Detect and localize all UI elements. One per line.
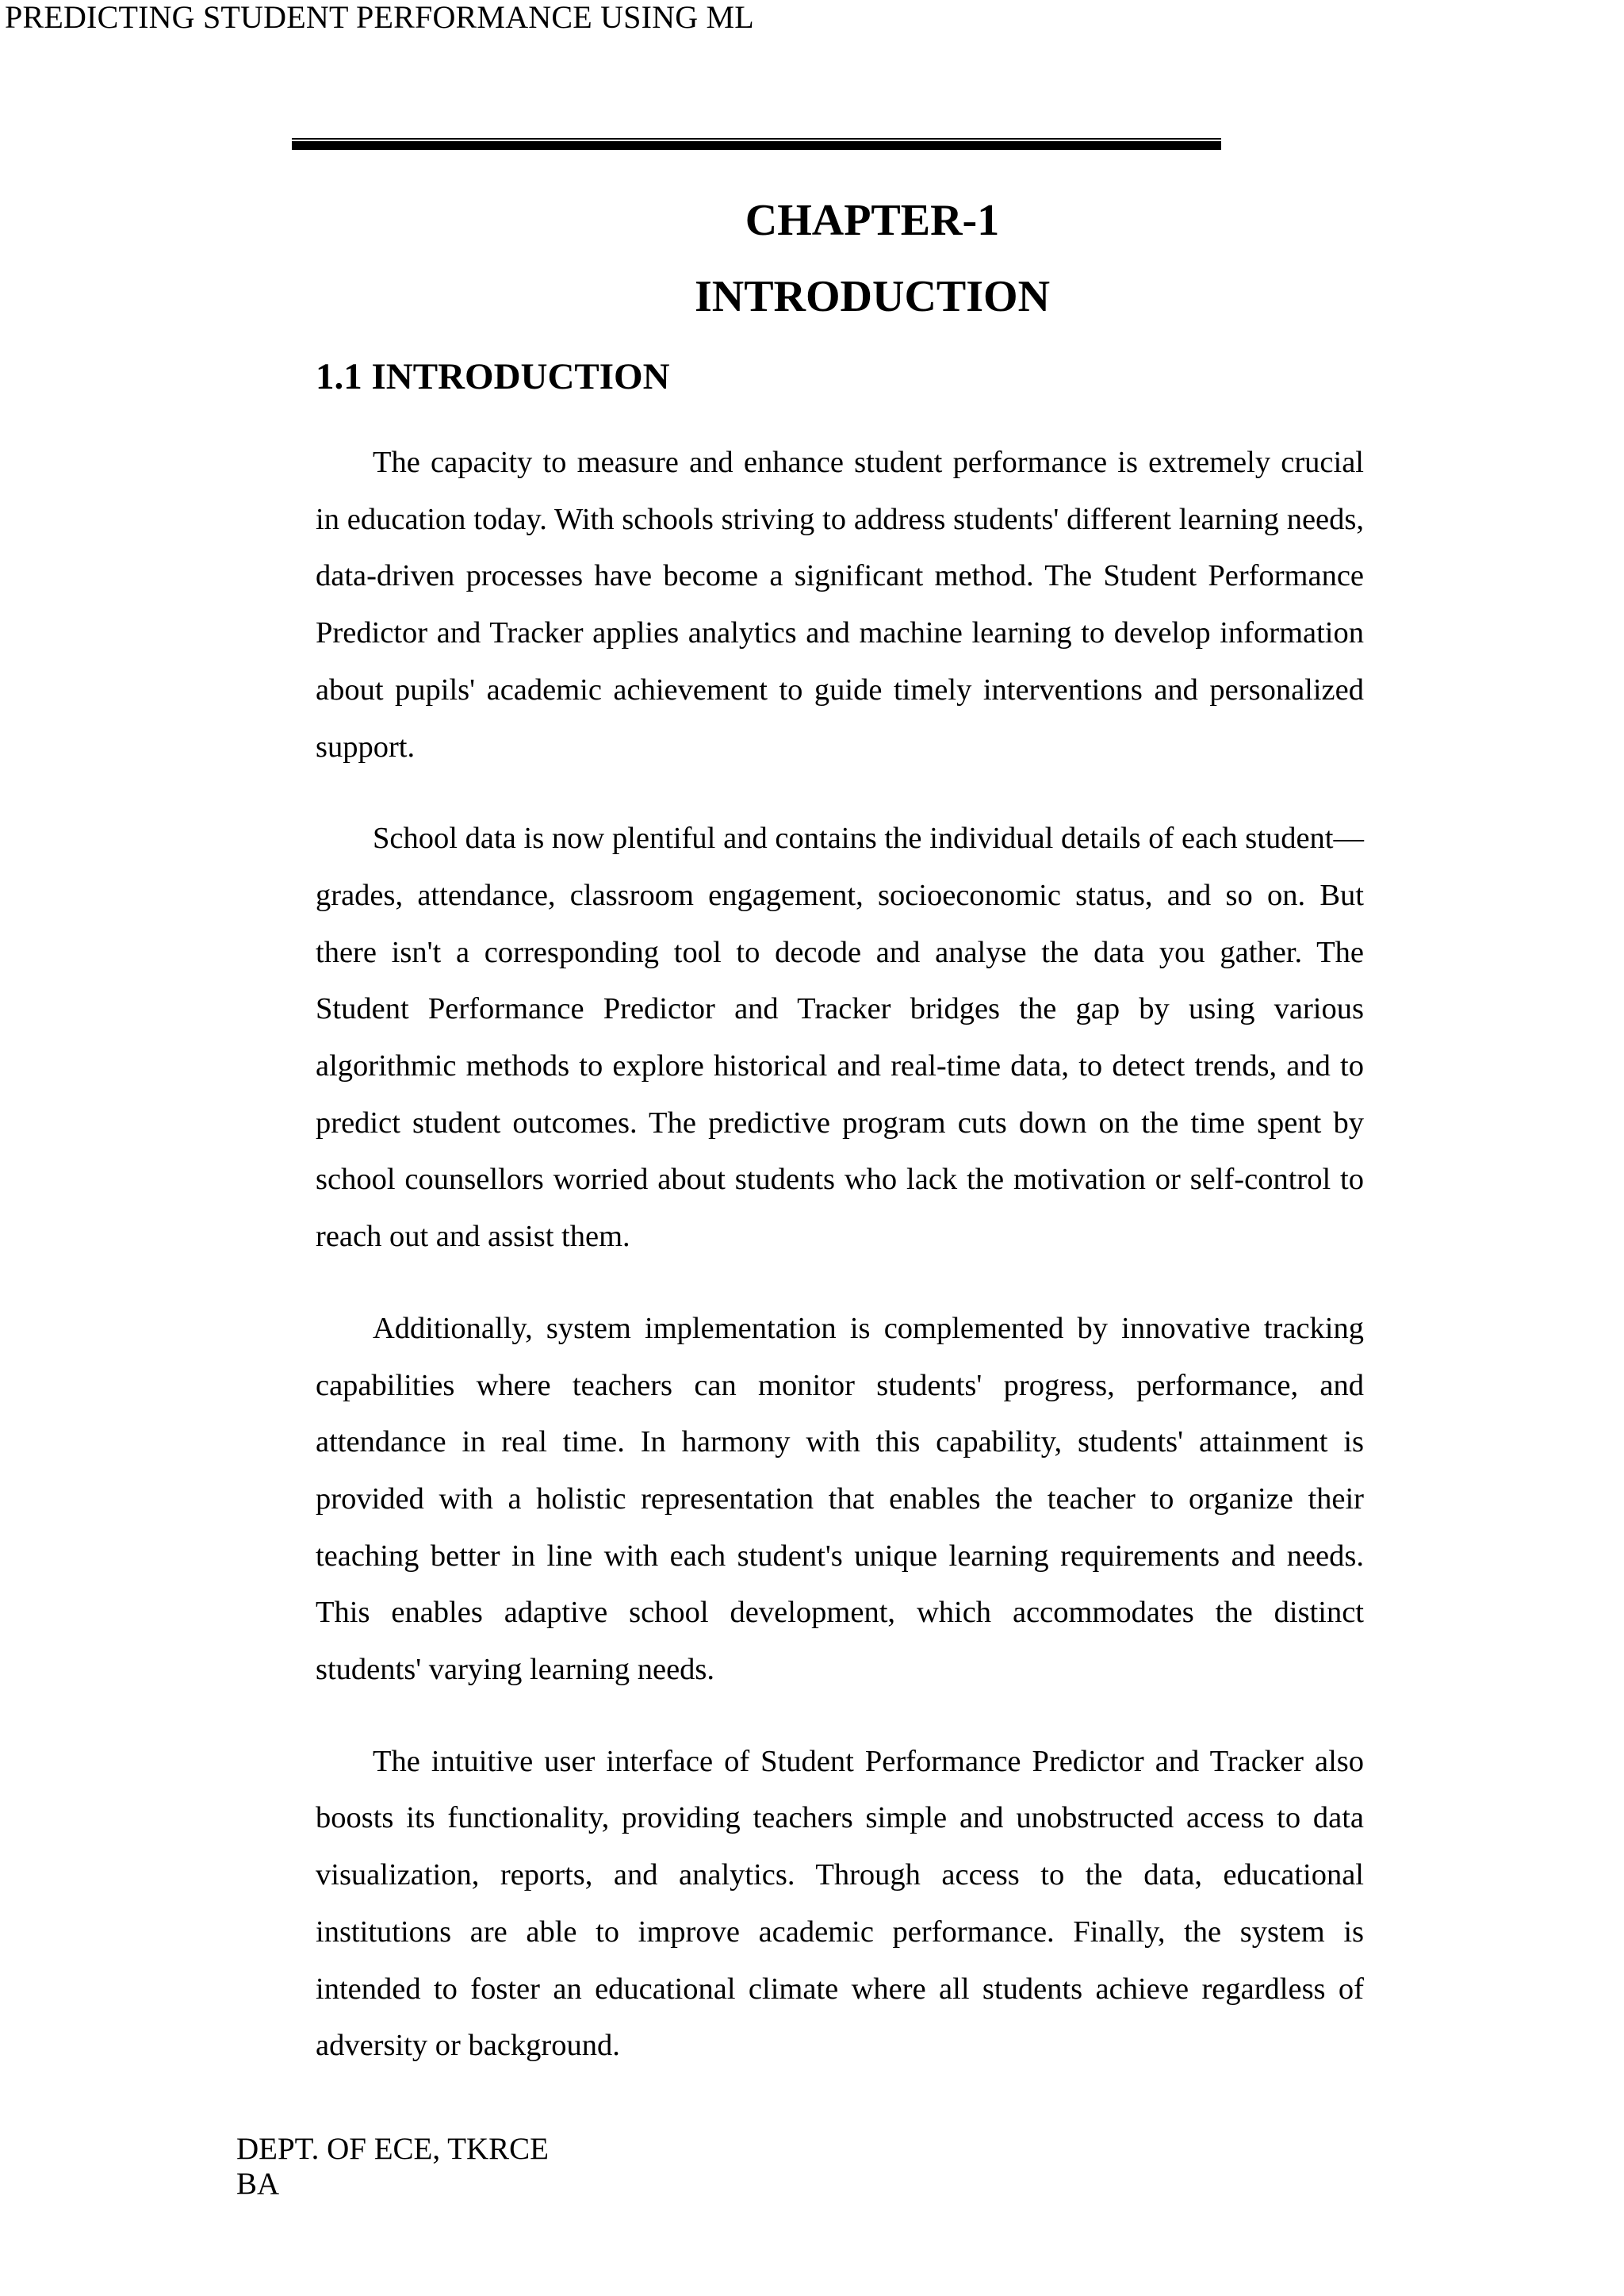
section-heading: 1.1 INTRODUCTION: [316, 356, 670, 397]
paragraph-4: The intuitive user interface of Student Performance Predictor and Tracker also boosts its functionality, providing teachers simple and unobstructed access to data visualization, reports, and analytics. Through access to the data, educational institutions are able to improve academic performance. Finally, the system is intended to foster an educational climate where all students achieve regardless of adversity or background.: [316, 1744, 1364, 2063]
paragraph-3: Additionally, system implementation is complemented by innovative tracking capabilities where teachers can monitor students' progress, performance, and attendance in real time. In harmony with this capability, students' attainment is provided with a holistic representation that enables the teacher to organize their teaching better in line with each student's unique learning requirements and needs. This enables adaptive school development, which accommodates the distinct students' varying learning needs.: [316, 1311, 1364, 1687]
footer-department: DEPT. OF ECE, TKRCE: [236, 2132, 549, 2166]
paragraph-1: The capacity to measure and enhance student performance is extremely crucial in education today. With schools striving to address students' different learning needs, data-driven processes have become a significant method. The Student Performance Predictor and Tracker applies analytics and machine learning to develop information about pupils' academic achievement to guide timely interventions and personalized support.: [316, 446, 1364, 764]
page-footer: [236, 2132, 649, 2201]
body-text: [316, 435, 1364, 2110]
chapter-number: CHAPTER-1: [745, 196, 1000, 245]
header-rule-thin: [292, 138, 1221, 140]
running-header: PREDICTING STUDENT PERFORMANCE USING ML: [5, 0, 754, 35]
footer-continuation: BA: [236, 2167, 280, 2201]
header-rule-thick: [292, 141, 1221, 150]
chapter-title: INTRODUCTION: [694, 272, 1051, 321]
paragraph-2: School data is now plentiful and contains the individual details of each student— grades, attendance, classroom engagement, socioeconomic status, and so on. But there isn't a corresponding tool to decode and analyse the data you gather. The Student Performance Predictor and Tracker bridges the gap by using various algorithmic methods to explore historical and real-time data, to detect trends, and to predict student outcomes. The predictive program cuts down on the time spent by school counsellors worried about students who lack the motivation or self-control to reach out and assist them.: [316, 822, 1364, 1254]
